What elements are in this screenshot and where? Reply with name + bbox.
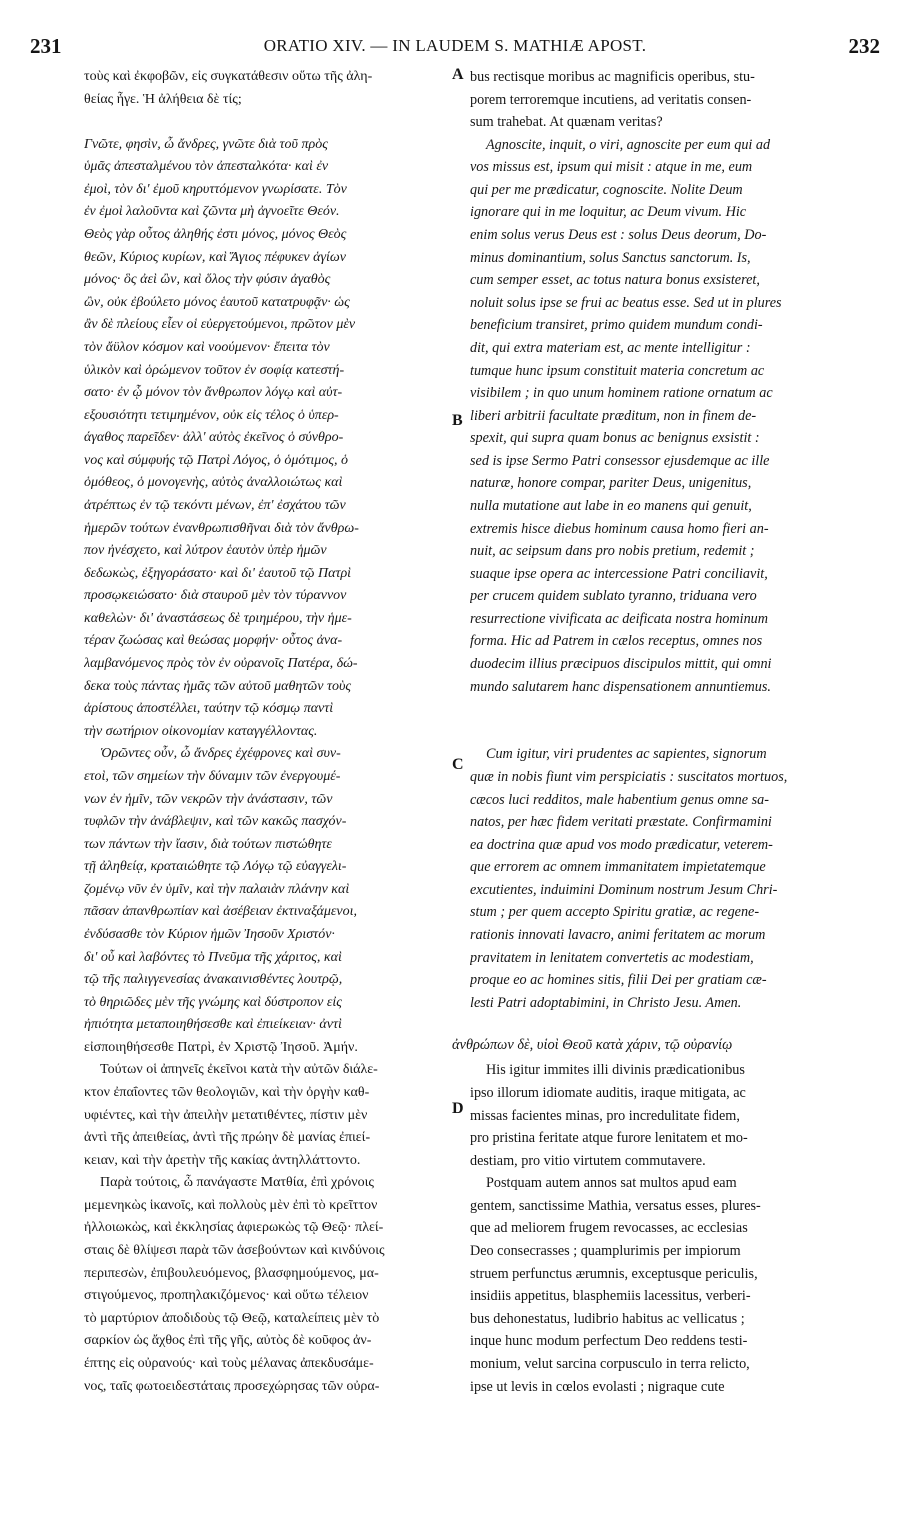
greek-line: καθελὼν· δι' ἀναστάσεως δὲ τριημέρου, τὴν ἡμε- (84, 610, 352, 626)
greek-line: ἀντὶ τῆς ἀπειθείας, ἀντὶ τῆς πρώην δὲ μανίας ἐπιεί- (84, 1130, 371, 1146)
greek-line: ἠλλοιωκὼς, καὶ ἐκκλησίας ἀφιερωκὼς τῷ Θεῷ· πλεί- (84, 1220, 384, 1236)
latin-line: Postquam autem annos sat multos apud eam (486, 1175, 737, 1192)
greek-line: Θεὸς γὰρ οὗτος ἀληθής ἐστι μόνος, μόνος Θεὸς (84, 227, 347, 243)
greek-line: νος καὶ σύμφυής τῷ Πατρὶ Λόγος, ὁ ὁμότιμος, ὁ (84, 452, 349, 468)
greek-line: ἐνδύσασθε τὸν Κύριον ἡμῶν Ἰησοῦν Χριστόν· (84, 926, 335, 942)
greek-line: ἀρίστους ἀποστέλλει, ταύτην τῷ κόσμῳ παντὶ (84, 701, 334, 717)
latin-line: cæcos luci redditos, male habentium genus omne sa- (470, 791, 769, 808)
greek-line: ὑμᾶς ἀπεσταλμένου τὸν ἀπεσταλκότα· καὶ ἐν (84, 159, 329, 175)
greek-line: δεδωκὼς, ἐξηγοράσατο· καὶ δι' ἑαυτοῦ τῷ Πατρὶ (84, 565, 352, 581)
greek-line: σατο· ἐν ᾧ μόνον τὸν ἄνθρωπον λόγῳ καὶ αὐτ- (84, 385, 343, 401)
latin-line: Cum igitur, viri prudentes ac sapientes, signorum (486, 746, 767, 763)
latin-line: stum ; per quem accepto Spiritu gratiæ, ac regene- (470, 904, 760, 921)
latin-line: naturæ, honore compar, pariter Deus, unigenitus, (470, 475, 752, 492)
latin-line: ipse ut levis in cœlos evolasti ; nigraque cute (470, 1378, 725, 1395)
latin-line: nuit, ac seipsum dans pro nobis pretium, redemit ; (470, 543, 755, 560)
latin-line: ipso illorum idiomate auditis, iraque mitigata, ac (470, 1085, 746, 1102)
greek-line: υφιέντες, καὶ τὴν ἀπειλὴν μετατιθέντες, πίστιν μὲν (84, 1107, 368, 1123)
latin-line: qui per me prædicatur, cognoscite. Nolite Deum (470, 181, 743, 198)
latin-line: quæ in nobis fiunt vim perspiciatis : suscitatos mortuos, (470, 768, 788, 785)
latin-line: que ad meliorem frugem revocasses, ac ecclesias (470, 1220, 748, 1237)
latin-line: rationis innovati lavacro, animi feritatem ac morum (470, 926, 766, 943)
latin-line: insidiis appetitus, blasphemiis lacessitus, verberi- (470, 1288, 751, 1305)
greek-line: προσῳκειώσατο· διὰ σταυροῦ μὲν τὸν τύραννον (84, 588, 347, 604)
greek-line: περιπεσὼν, ἐπιβουλευόμενος, βλασφημούμενος, μα- (84, 1265, 379, 1281)
greek-line: σαρκίον ὡς ἄχθος ἐπὶ τῆς γῆς, αὐτὸς δὲ κοῦφος ἀν- (84, 1333, 372, 1349)
margin-marker-d: D (452, 1100, 464, 1117)
greek-line: ετοὶ, τῶν σημείων τὴν δύναμιν τῶν ἐνεργουμέ- (84, 768, 341, 784)
greek-line: Παρὰ τούτοις, ὦ πανάγαστε Ματθία, ἐπὶ χρόνοις (100, 1175, 374, 1191)
latin-line: natos, per hæc fidem veritati præstate. Confirmamini (470, 814, 772, 831)
greek-line: των πάντων τὴν ἴασιν, διὰ τούτων πιστώθητε (84, 836, 332, 852)
greek-line: ἀτρέπτως ἐν τῷ τεκόντι μένων, ἐπ' ἐσχάτου τῶν (84, 497, 346, 513)
greek-line: ἂν δὲ πλείους εἶεν οἱ εὐεργετούμενοι, πρῶτον μὲν (84, 317, 356, 333)
latin-line: bus rectisque moribus ac magnificis operibus, stu- (470, 69, 755, 85)
latin-line: pravitatem in lenitatem convertetis ac modestiam, (470, 949, 754, 966)
latin-line: inque hunc modum perfectum Deo reddens testi- (470, 1333, 748, 1350)
greek-line: νος, ταῖς φωτοειδεστάταις προσεχώρησας τῶν οὐρα- (84, 1378, 380, 1394)
latin-line: porem terroremque incutiens, ad veritatis consen- (470, 91, 752, 108)
latin-line: per crucem quidem sublato tyranno, triduana vero (470, 588, 757, 605)
latin-line: ignorare qui in me loquitur, ac Deum vivum. Hic (470, 204, 747, 221)
greek-line: εἰσποιηθήσεσθε Πατρὶ, ἐν Χριστῷ Ἰησοῦ. Ἀμήν. (84, 1039, 358, 1055)
greek-line: τὸν ἄϋλον κόσμον καὶ νοούμενον· ἔπειτα τὸν (84, 339, 330, 355)
latin-line: resurrectione vivificata ac deificata nostra hominum (470, 610, 769, 627)
greek-line: Τούτων οἱ ἀπηνεῖς ἐκεῖνοι κατὰ τὴν αὐτῶν διάλε- (100, 1062, 378, 1078)
greek-line: νων ἐν ἡμῖν, τῶν νεκρῶν τὴν ἀνάστασιν, τῶν (84, 791, 333, 807)
greek-line: ἐν ἐμοὶ λαλοῦντα καὶ ζῶντα μὴ ἀγνοεῖτε Θεόν. (84, 204, 340, 220)
latin-line: mundo salutarem hanc dispensationem annuntiemus. (470, 678, 771, 695)
running-header (30, 34, 880, 62)
latin-line: nulla mutatione aut labe in eo manens qui genuit, (470, 497, 752, 514)
greek-line: λαμβανόμενος πρὸς τὸν ἐν οὐρανοῖς Πατέρα, δώ- (84, 656, 358, 672)
latin-line: missas facientes minas, pro incredulitate fidem, (470, 1107, 740, 1124)
latin-line: liberi arbitrii facultate præditum, non in finem de- (470, 407, 757, 424)
latin-line: suaque ipse opera ac intercessione Patri conciliavit, (470, 565, 768, 582)
greek-line: τὸ μαρτύριον ἀποδιδοὺς τῷ Θεῷ, καταλείπεις μὲν τὸ (84, 1310, 380, 1326)
greek-line: κτον ἐπαΐοντες τῶν θεολογιῶν, καὶ τὴν ὀργὴν καθ- (84, 1085, 370, 1101)
greek-line: θεῶν, Κύριος κυρίων, καὶ Ἅγιος πέφυκεν ἁγίων (84, 249, 347, 265)
latin-line: que errorem ac omnem immanitatem impietatemque (470, 859, 766, 876)
greek-line: τέραν ζωώσας καὶ θεώσας μορφήν· οὗτος ἀνα- (84, 633, 343, 649)
greek-tail-line: ἀνθρώπων δὲ, υἱοὶ Θεοῦ κατὰ χάριν, τῷ οὐρανίῳ (452, 1037, 733, 1053)
latin-line: sed is ipse Sermo Patri consessor ejusdemque ac ille (470, 452, 770, 469)
greek-line: τὸ θηριῶδες μὲν τῆς γνώμης καὶ δύστροπον εἰς (84, 994, 342, 1010)
greek-line: κειαν, καὶ τὴν ἀρετὴν τῆς κακίας ἀντηλλάττοντο. (84, 1152, 361, 1168)
greek-line: άγαθος παρεῖδεν· ἀλλ' αὐτὸς ἐκεῖνος ὁ σύνθρο- (84, 430, 344, 446)
latin-line: visibilem ; in quo unum hominem ratione ornatum ac (470, 385, 773, 402)
greek-line: τοὺς καὶ ἐκφοβῶν, εἰς συγκατάθεσιν οὕτω τῆς ἀλη- (84, 69, 373, 84)
greek-line: τῷ τῆς παλιγγενεσίας ἀνακαινισθέντες λουτρῷ, (84, 972, 343, 988)
latin-line: cum semper esset, ac totus natura bonus exsisteret, (470, 272, 760, 289)
left-page-number: 231 (30, 34, 62, 58)
latin-line: bus dehonestatus, ludibrio habitus ac vellicatus ; (470, 1310, 745, 1327)
greek-line: τῇ ἀληθείᾳ, κραταιώθητε τῷ Λόγῳ τῷ εὐαγγελι- (84, 859, 347, 875)
latin-line: noluit solus ipse se frui ac beatus esse. Sed ut in plures (470, 294, 782, 311)
latin-line: ea doctrina quæ apud vos modo prædicatur, veterem- (470, 836, 773, 853)
latin-line: vos missus est, ipsum qui misit : atque in me, eum (470, 159, 753, 176)
greek-line: θείας ἦγε. Ἡ ἀλήθεια δὲ τίς; (84, 91, 242, 107)
greek-line: δεκα τοὺς πάντας ἡμᾶς τῶν αὐτοῦ μαθητῶν τοὺς (84, 678, 352, 694)
latin-line: gentem, sanctissime Mathia, versatus esses, plures- (470, 1197, 761, 1214)
greek-line: ἠπιότητα μεταποιηθήσεσθε καὶ ἐπιείκειαν· ἀντὶ (84, 1017, 342, 1033)
greek-line: μόνος· ὃς ἀεὶ ὢν, καὶ ὅλος τὴν φύσιν ἀγαθὸς (84, 272, 331, 288)
latin-line: proque eo ac homines sitis, filii Dei per gratiam cæ- (470, 972, 767, 989)
latin-line: pro pristina feritate atque furore lenitatem et mo- (470, 1130, 748, 1147)
greek-line (84, 111, 444, 134)
latin-line: extremis hisce diebus hominum causa homo fieri an- (470, 520, 769, 537)
greek-line: ζομένῳ νῦν ἐν ὑμῖν, καὶ τὴν παλαιὰν πλάνην καὶ (84, 881, 350, 897)
greek-line: πᾶσαν ἀπανθρωπίαν καὶ ἀσέβειαν ἐκτιναξάμενοι, (84, 904, 357, 920)
greek-line: ἡμερῶν τούτων ἐνανθρωπισθῆναι διὰ τὸν ἄνθρω- (84, 520, 359, 536)
latin-line: forma. Hic ad Patrem in cælos receptus, omnes nos (470, 633, 763, 650)
latin-line: sum trahebat. At quænam veritas? (470, 114, 663, 131)
latin-line: Agnoscite, inquit, o viri, agnoscite per eum qui ad (486, 136, 771, 153)
greek-line: πον ἠνέσχετο, καὶ λύτρον ἑαυτὸν ὑπὲρ ἡμῶν (84, 543, 327, 559)
latin-column (470, 66, 880, 1398)
greek-line: τυφλῶν τὴν ἀνάβλεψιν, καὶ τῶν κακῶς πασχόν- (84, 814, 347, 830)
greek-line: σταις δὲ θλίψεσι παρὰ τῶν ἀσεβούντων καὶ κινδύνοις (84, 1243, 385, 1259)
latin-line: enim solus verus Deus est : solus Deus deorum, Do- (470, 227, 767, 244)
greek-line: ὢν, οὐκ ἐβούλετο μόνος ἑαυτοῦ κατατρυφᾷν· ὡς (84, 294, 350, 310)
latin-line (470, 721, 880, 744)
margin-marker-b: B (452, 412, 463, 429)
greek-line: έπτης εἰς οὐρανούς· καὶ τοὺς μέλανας ἀπεκδυσάμε- (84, 1355, 374, 1371)
margin-marker-a: A (452, 66, 464, 83)
latin-line: monium, velut sarcina corpusculo in terra relicto, (470, 1355, 750, 1372)
greek-line: εξουσιότητι τετιμημένον, οὐκ εἰς τέλος ὁ ὑπερ- (84, 407, 339, 423)
latin-line: struem perfunctus ærumnis, exceptusque periculis, (470, 1265, 758, 1282)
latin-line (470, 698, 880, 721)
greek-line: ἐμοὶ, τὸν δι' ἐμοῦ κηρυττόμενον γνωρίσατε. Τὸν (84, 181, 347, 197)
greek-column (84, 66, 444, 1398)
latin-line: destiam, pro vitio virtutem commutavere. (470, 1152, 706, 1169)
latin-line: His igitur immites illi divinis prædicationibus (486, 1062, 745, 1079)
latin-line: minus dominantium, solus Sanctus sanctorum. Is, (470, 249, 751, 266)
greek-line: μεμενηκὼς ἱκανοῖς, καὶ πολλοὺς μὲν ἐπὶ τὸ κρεῖττον (84, 1197, 378, 1213)
greek-line: τὴν σωτήριον οἰκονομίαν καταγγέλλοντας. (84, 723, 318, 739)
greek-line: ὑλικὸν καὶ ὁρώμενον τοῦτον ἐν σοφίᾳ κατεστή- (84, 362, 345, 378)
latin-line: duodecim illius præcipuos discipulos mittit, qui omni (470, 656, 772, 673)
latin-line: beneficium transiret, primo quidem mundum condi- (470, 317, 763, 334)
right-page-number: 232 (848, 34, 880, 58)
latin-line: spexit, qui supra quam bonus ac benignus exsistit : (470, 430, 760, 447)
greek-line: ὁμόθεος, ὁ μονογενὴς, αὐτὸς ἀναλλοιώτως καὶ (84, 475, 343, 491)
margin-marker-c: C (452, 756, 464, 773)
greek-line: στιγούμενος, προπηλακιζόμενος· καὶ οὕτω τέλειον (84, 1288, 369, 1304)
latin-line: Deo consecrasses ; quamplurimis per impiorum (470, 1243, 741, 1260)
running-title: ORATIO XIV. — IN LAUDEM S. MATHIÆ APOST. (263, 36, 647, 55)
latin-line: tumque hunc ipsum constituit materia concretum ac (470, 362, 765, 379)
latin-line: dit, qui extra materiam est, ac mente intelligitur : (470, 339, 751, 356)
latin-line: excutientes, induimini Dominum nostrum Jesum Chri- (470, 881, 778, 898)
greek-line: δι' οὗ καὶ λαβόντες τὸ Πνεῦμα τῆς χάριτος, καὶ (84, 949, 342, 965)
greek-line: Γνῶτε, φησὶν, ὦ ἄνδρες, γνῶτε διὰ τοῦ πρὸς (84, 136, 328, 152)
latin-line: lesti Patri adoptabimini, in Christo Jesu. Amen. (470, 994, 742, 1011)
greek-line: Ὁρῶντες οὖν, ὦ ἄνδρες ἐχέφρονες καὶ συν- (100, 746, 341, 762)
